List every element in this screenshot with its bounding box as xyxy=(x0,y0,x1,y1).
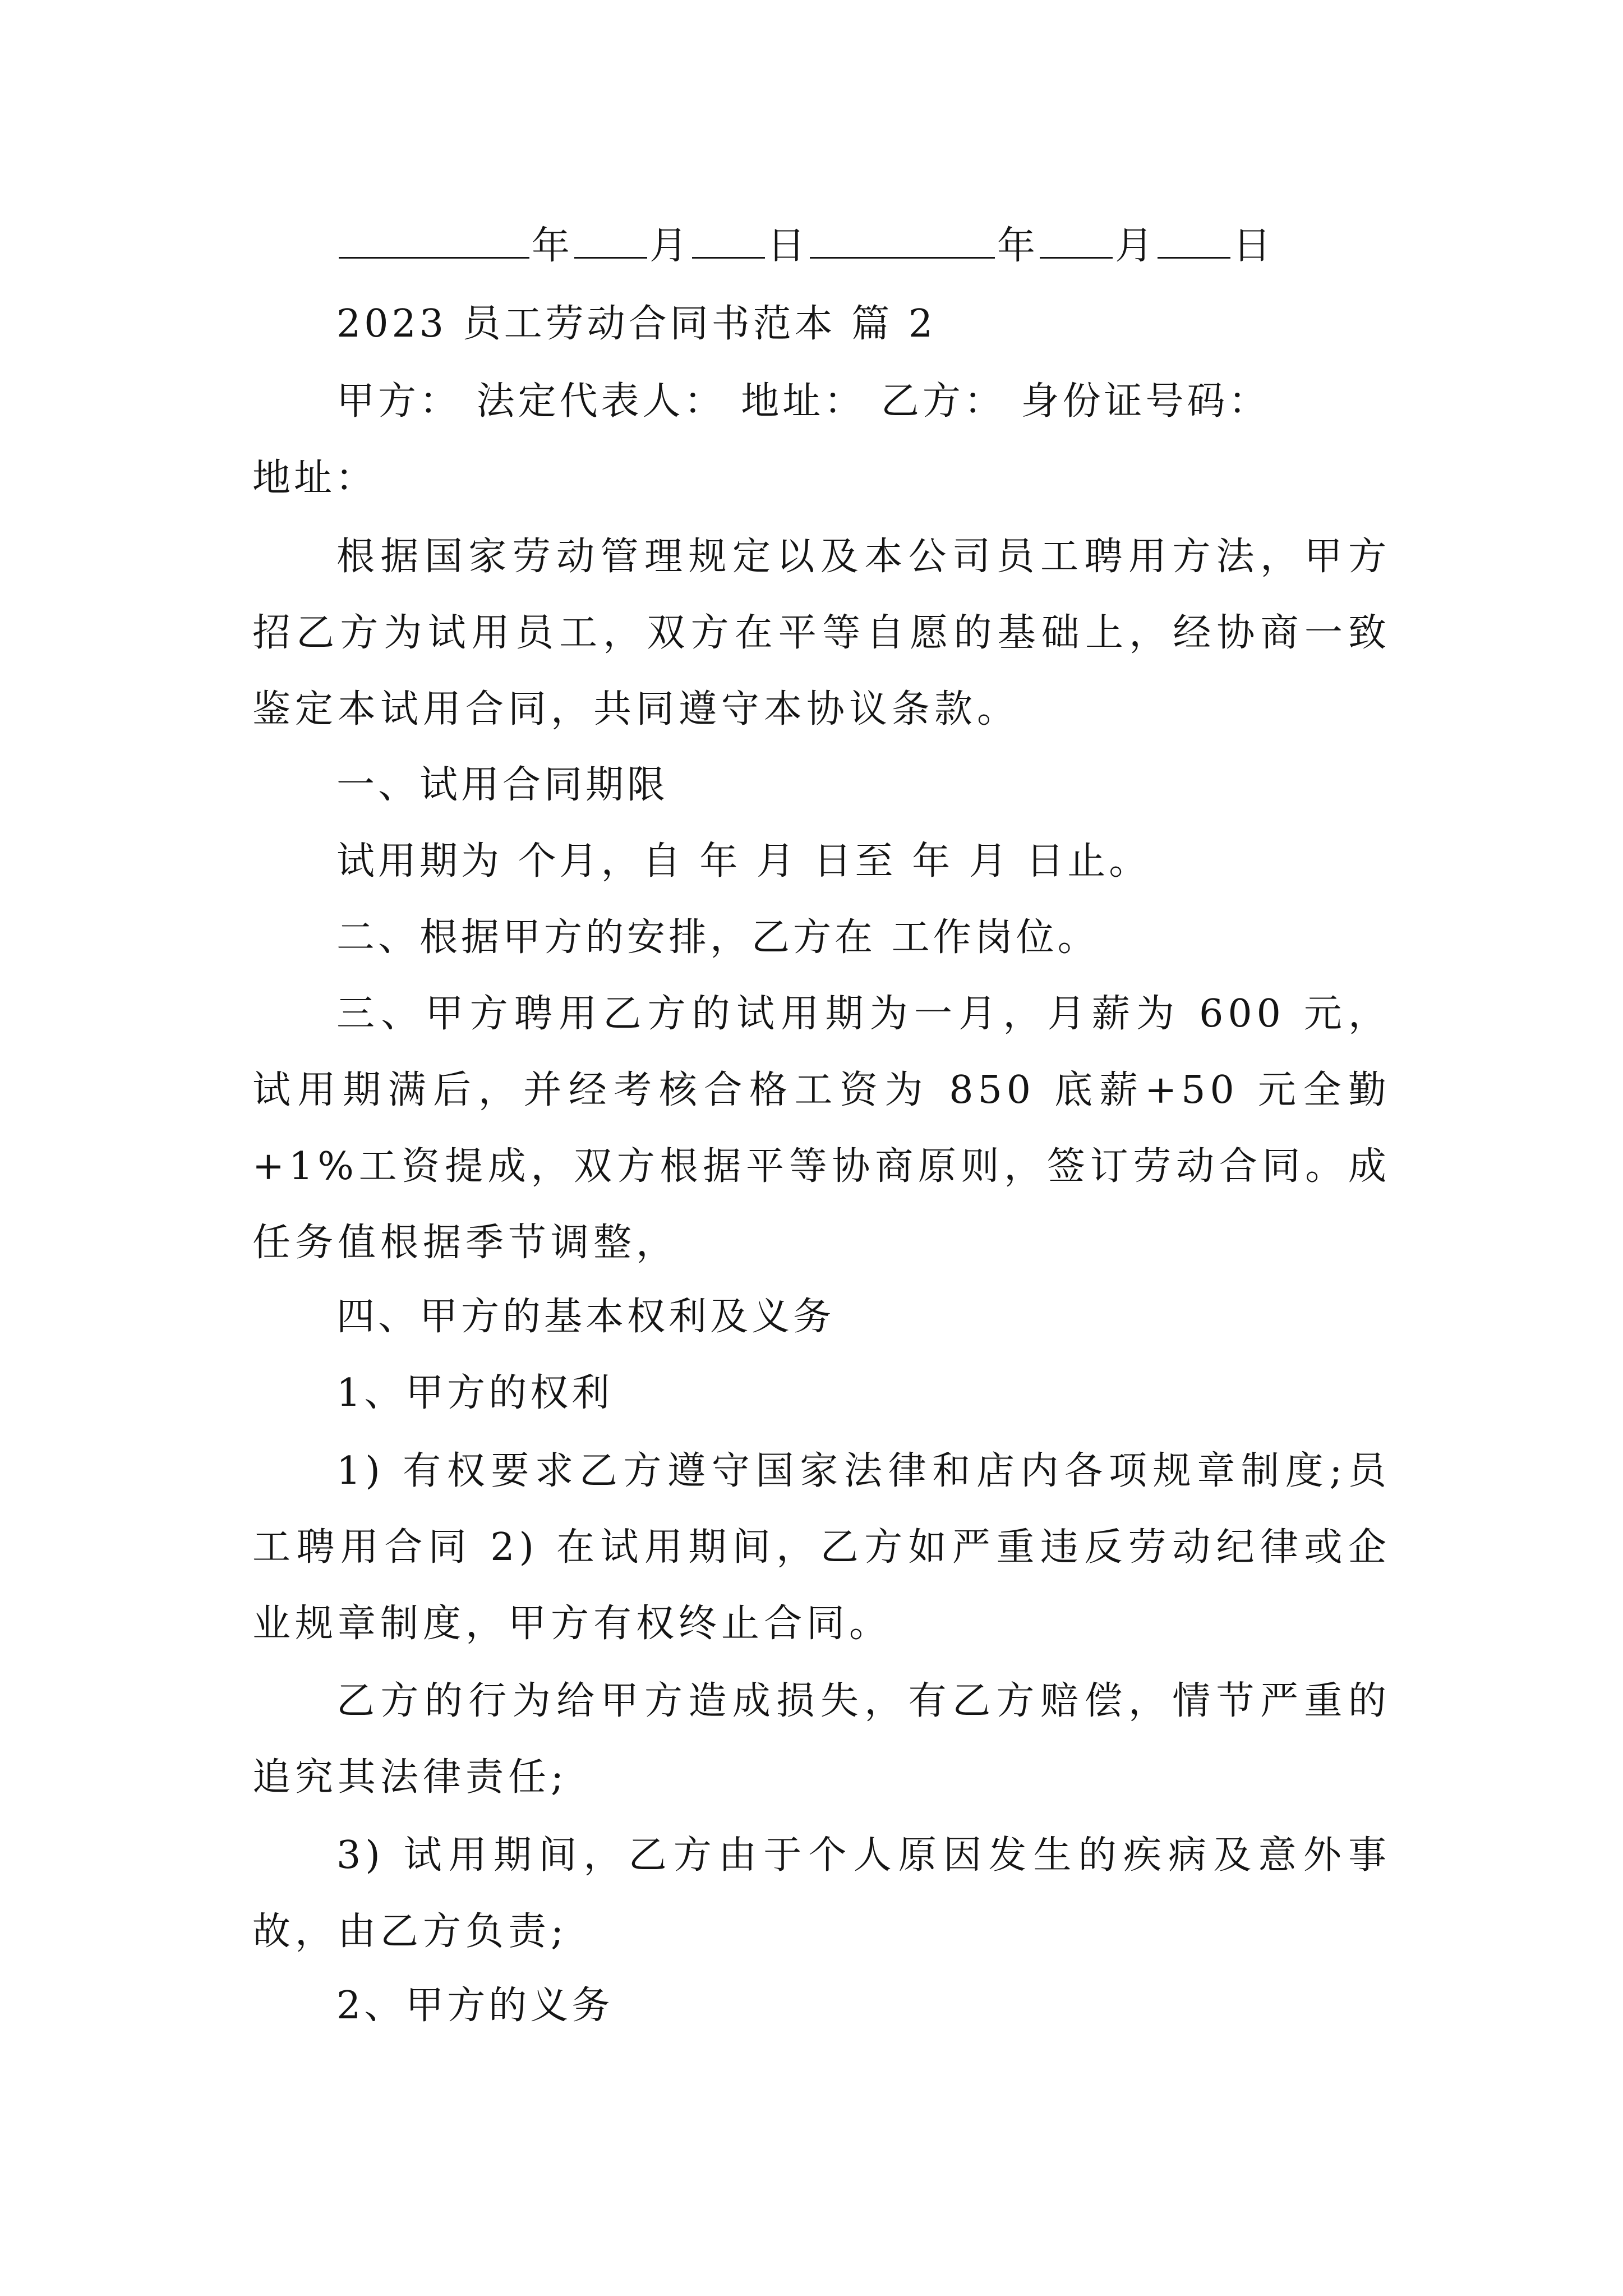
item-1-2: 1) 有权要求乙方遵守国家法律和店内各项规章制度;员工聘用合同 2) 在试用期间，乙方如严重违反劳动纪律或企业规章制度，甲方有权终止合同。 xyxy=(252,1449,1391,1646)
section-2: 二、根据甲方的安排，乙方在 工作岗位。 xyxy=(336,915,1099,960)
signature-date-row xyxy=(336,213,1273,273)
parties-line: 甲方： 法定代表人： 地址： 乙方： 身份证号码： xyxy=(336,379,1270,424)
year-blank xyxy=(339,213,529,259)
month-blank xyxy=(574,213,647,259)
item-loss: 乙方的行为给甲方造成损失，有乙方赔偿，情节严重的追究其法律责任; xyxy=(252,1679,1391,1800)
day-label: 日 xyxy=(767,224,808,268)
year-blank xyxy=(810,213,995,259)
month-label: 月 xyxy=(1115,224,1156,268)
month-label: 月 xyxy=(649,224,690,268)
item-3: 3) 试用期间，乙方由于个人原因发生的疾病及意外事故，由乙方负责; xyxy=(252,1833,1391,1954)
section-1-body: 试用期为 个月，自 年 月 日至 年 月 日止。 xyxy=(336,839,1151,884)
section-1-title: 一、试用合同期限 xyxy=(336,763,669,807)
intro-paragraph: 根据国家劳动管理规定以及本公司员工聘用方法，甲方招乙方为试用员工，双方在平等自愿的基础上，经协商一致鉴定本试用合同，共同遵守本协议条款。 xyxy=(252,535,1391,731)
day-blank xyxy=(1158,213,1230,259)
month-blank xyxy=(1040,213,1113,259)
sub-2-title: 2、甲方的义务 xyxy=(336,1984,614,2028)
day-label: 日 xyxy=(1233,224,1274,268)
year-label: 年 xyxy=(997,224,1038,268)
day-blank xyxy=(692,213,765,259)
parties-address: 地址： xyxy=(252,456,377,500)
section-4-title: 四、甲方的基本权利及义务 xyxy=(336,1295,835,1339)
section-3: 三、甲方聘用乙方的试用期为一月，月薪为 600 元，试用期满后，并经考核合格工资为 850 底薪+50 元全勤+1%工资提成，双方根据平等协商原则，签订劳动合同。成任务值根据季节调整， xyxy=(252,992,1391,1265)
year-label: 年 xyxy=(532,224,573,268)
document-heading: 2023 员工劳动合同书范本 篇 2 xyxy=(336,302,937,346)
sub-1-title: 1、甲方的权利 xyxy=(336,1371,614,1415)
